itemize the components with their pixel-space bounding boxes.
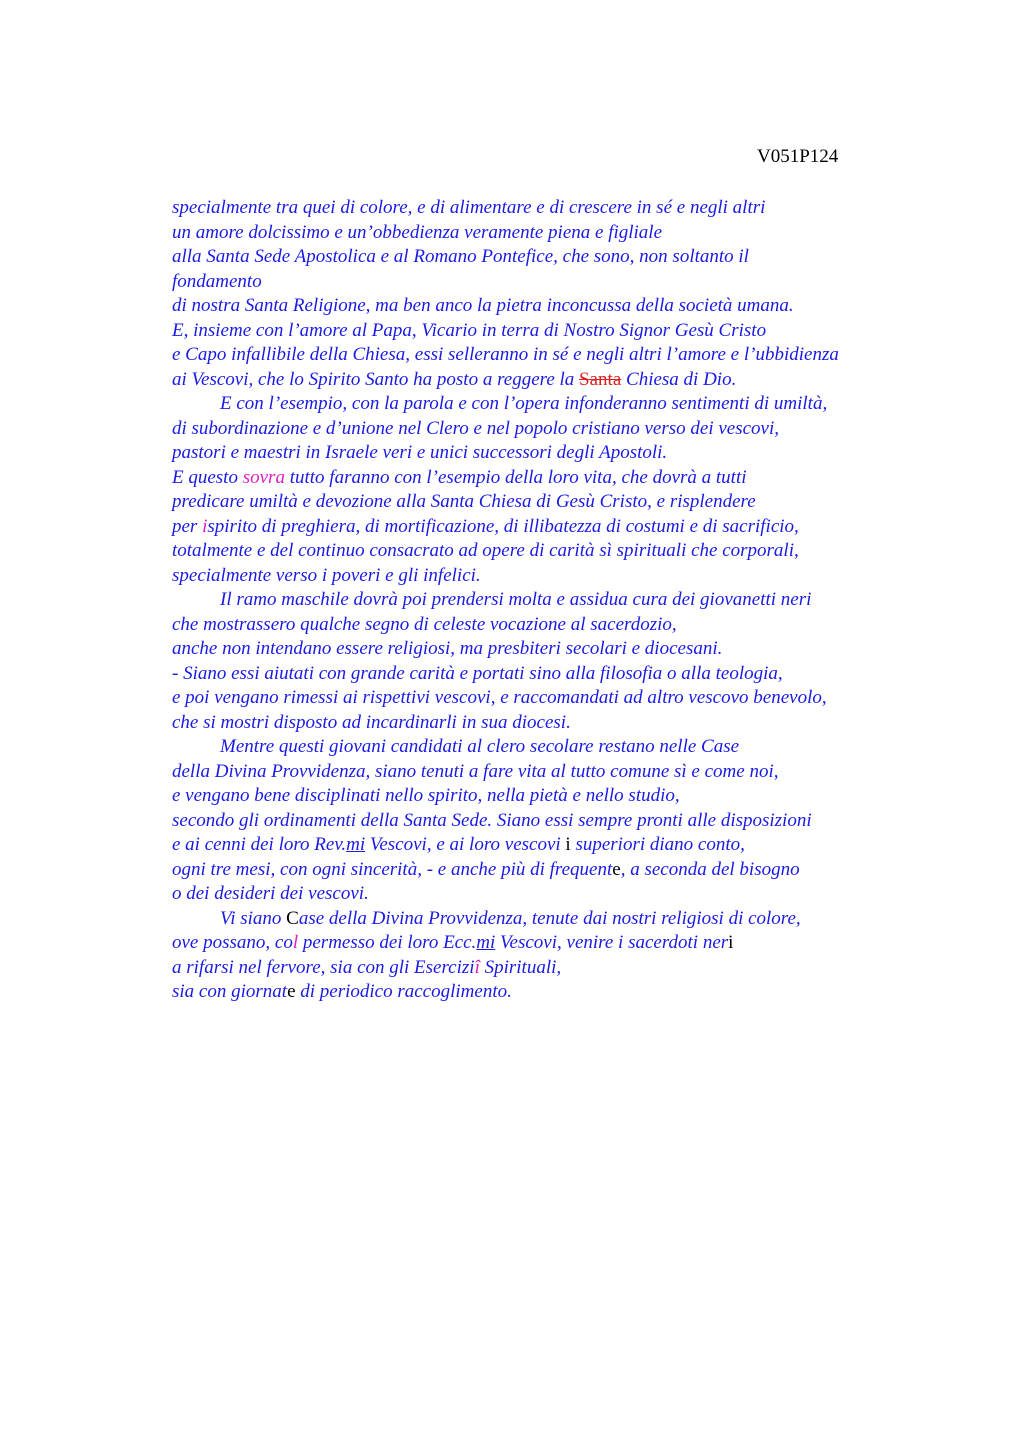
text-line — [172, 196, 932, 221]
text-line — [172, 466, 932, 491]
text-line — [172, 907, 932, 932]
text-segment: per — [172, 515, 203, 537]
text-line — [172, 809, 932, 834]
text-line — [172, 515, 932, 540]
text-segment: sia con giornat — [172, 981, 288, 1002]
text-segment: specialmente tra quei di colore, e di alimentare e di crescere in sé e negli altri — [172, 197, 766, 218]
text-segment: E questo — [172, 466, 243, 488]
text-segment: Vescovi, venire i sacerdoti ner — [495, 932, 729, 953]
text-line — [172, 319, 932, 344]
text-segment: Mentre questi giovani candidati al clero secolare restano nelle Case — [220, 736, 740, 757]
text-segment: e vengano bene disciplinati nello spirito, nella pietà e nello studio, — [172, 785, 680, 806]
highlighted-word: sovra — [242, 466, 285, 488]
text-line — [172, 931, 932, 956]
text-segment: predicare umiltà e devozione alla Santa Chiesa di Gesù Cristo, e risplendere — [172, 491, 756, 512]
inserted-letter: e — [612, 858, 621, 880]
text-segment: e ai cenni dei loro Rev. — [172, 834, 347, 855]
text-segment: di subordinazione e d’unione nel Clero e nel popolo cristiano verso dei vescovi, — [172, 417, 780, 439]
inserted-letter: e — [287, 981, 296, 1002]
text-line — [172, 564, 932, 589]
text-line — [172, 588, 932, 613]
underlined-abbreviation: mi — [476, 932, 496, 953]
text-segment: che si mostri disposto ad incardinarli in sua diocesi. — [172, 711, 571, 733]
text-segment: tutto faranno con l’esempio della loro vita, che dovrà a tutti — [284, 466, 747, 488]
text-line — [172, 711, 932, 736]
text-line — [172, 662, 932, 687]
text-segment: pastori e maestri in Israele veri e unici successori degli Apostoli. — [172, 442, 668, 463]
text-segment: E con l’esempio, con la parola e con l’opera infonderanno sentimenti di umiltà, — [220, 393, 828, 414]
text-line — [172, 441, 932, 466]
text-line — [172, 368, 932, 393]
strikethrough-word: Santa — [579, 368, 622, 390]
text-line — [172, 760, 932, 785]
text-segment: della Divina Provvidenza, siano tenuti a fare vita al tutto comune sì e come noi, — [172, 760, 779, 782]
text-line — [172, 882, 932, 907]
inserted-letter: C — [286, 907, 299, 929]
text-line — [172, 980, 932, 1005]
text-segment: E, insieme con l’amore al Papa, Vicario in terra di Nostro Signor Gesù Cristo — [172, 319, 767, 341]
highlighted-letter: l — [292, 932, 299, 953]
text-segment: Vescovi, e ai loro vescovi — [365, 834, 566, 855]
text-segment: permesso dei loro Ecc. — [298, 932, 477, 953]
text-segment: a rifarsi nel fervore, sia con gli Esercizi — [172, 956, 475, 978]
text-line — [172, 956, 932, 981]
text-segment: di nostra Santa Religione, ma ben anco la pietra inconcussa della società umana. — [172, 295, 794, 316]
text-segment: e Capo infallibile della Chiesa, essi selleranno in sé e negli altri l’amore e l’ubbidienza — [172, 344, 839, 365]
text-segment: superiori diano conto, — [570, 834, 745, 855]
text-segment: anche non intendano essere religiosi, ma presbiteri secolari e diocesani. — [172, 638, 723, 659]
text-segment: ase della Divina Provvidenza, tenute dai nostri religiosi di colore, — [298, 907, 801, 929]
text-segment: che mostrassero qualche segno di celeste vocazione al sacerdozio, — [172, 613, 677, 635]
inserted-letter: i — [728, 932, 734, 953]
text-line — [172, 221, 932, 246]
text-segment: alla Santa Sede Apostolica e al Romano Pontefice, che sono, non soltanto il — [172, 246, 749, 267]
inserted-letter: i — [565, 834, 571, 855]
text-line — [172, 392, 932, 417]
text-line — [172, 539, 932, 564]
text-segment: di periodico raccoglimento. — [295, 981, 512, 1002]
text-line — [172, 417, 932, 442]
text-segment: e poi vengano rimessi ai rispettivi vescovi, e raccomandati ad altro vescovo benevolo, — [172, 687, 827, 708]
text-segment: ove possano, co — [172, 932, 293, 953]
text-line — [172, 637, 932, 662]
text-segment: un amore dolcissimo e un’obbedienza veramente piena e figliale — [172, 221, 663, 243]
text-line — [172, 245, 932, 270]
text-line — [172, 490, 932, 515]
text-segment: spirito di preghiera, di mortificazione, di illibatezza di costumi e di sacrificio, — [207, 515, 799, 537]
text-segment: ogni tre mesi, con ogni sincerità, - e anche più di frequent — [172, 858, 613, 880]
text-line — [172, 735, 932, 760]
highlighted-letter: i — [202, 515, 208, 537]
text-segment: Il ramo maschile dovrà poi prendersi molta e assidua cura dei giovanetti neri — [220, 589, 812, 610]
text-segment: Spirituali, — [479, 956, 562, 978]
text-segment: ai Vescovi, che lo Spirito Santo ha posto a reggere la — [172, 368, 580, 390]
letter-body — [172, 196, 932, 1005]
text-segment: secondo gli ordinamenti della Santa Sede. Siano essi sempre pronti alle disposizioni — [172, 809, 812, 831]
text-segment: o dei desideri dei vescovi. — [172, 883, 369, 904]
text-line — [172, 294, 932, 319]
text-line — [172, 686, 932, 711]
text-segment: Vi siano — [220, 907, 287, 929]
text-segment: fondamento — [172, 270, 262, 292]
highlighted-letter: î — [474, 956, 480, 978]
text-line — [172, 858, 932, 883]
text-segment: Chiesa di Dio. — [621, 368, 737, 390]
text-line — [172, 784, 932, 809]
text-segment: totalmente e del continuo consacrato ad opere di carità sì spirituali che corporali, — [172, 540, 799, 561]
text-segment: - Siano essi aiutati con grande carità e portati sino alla filosofia o alla teologia, — [172, 662, 783, 684]
text-line — [172, 270, 932, 295]
text-line — [172, 613, 932, 638]
text-segment: specialmente verso i poveri e gli infelici. — [172, 564, 481, 586]
text-line — [172, 833, 932, 858]
text-line — [172, 343, 932, 368]
text-segment: , a seconda del bisogno — [620, 858, 800, 880]
underlined-abbreviation: mi — [346, 834, 366, 855]
page-identifier: V051P124 — [757, 146, 839, 167]
